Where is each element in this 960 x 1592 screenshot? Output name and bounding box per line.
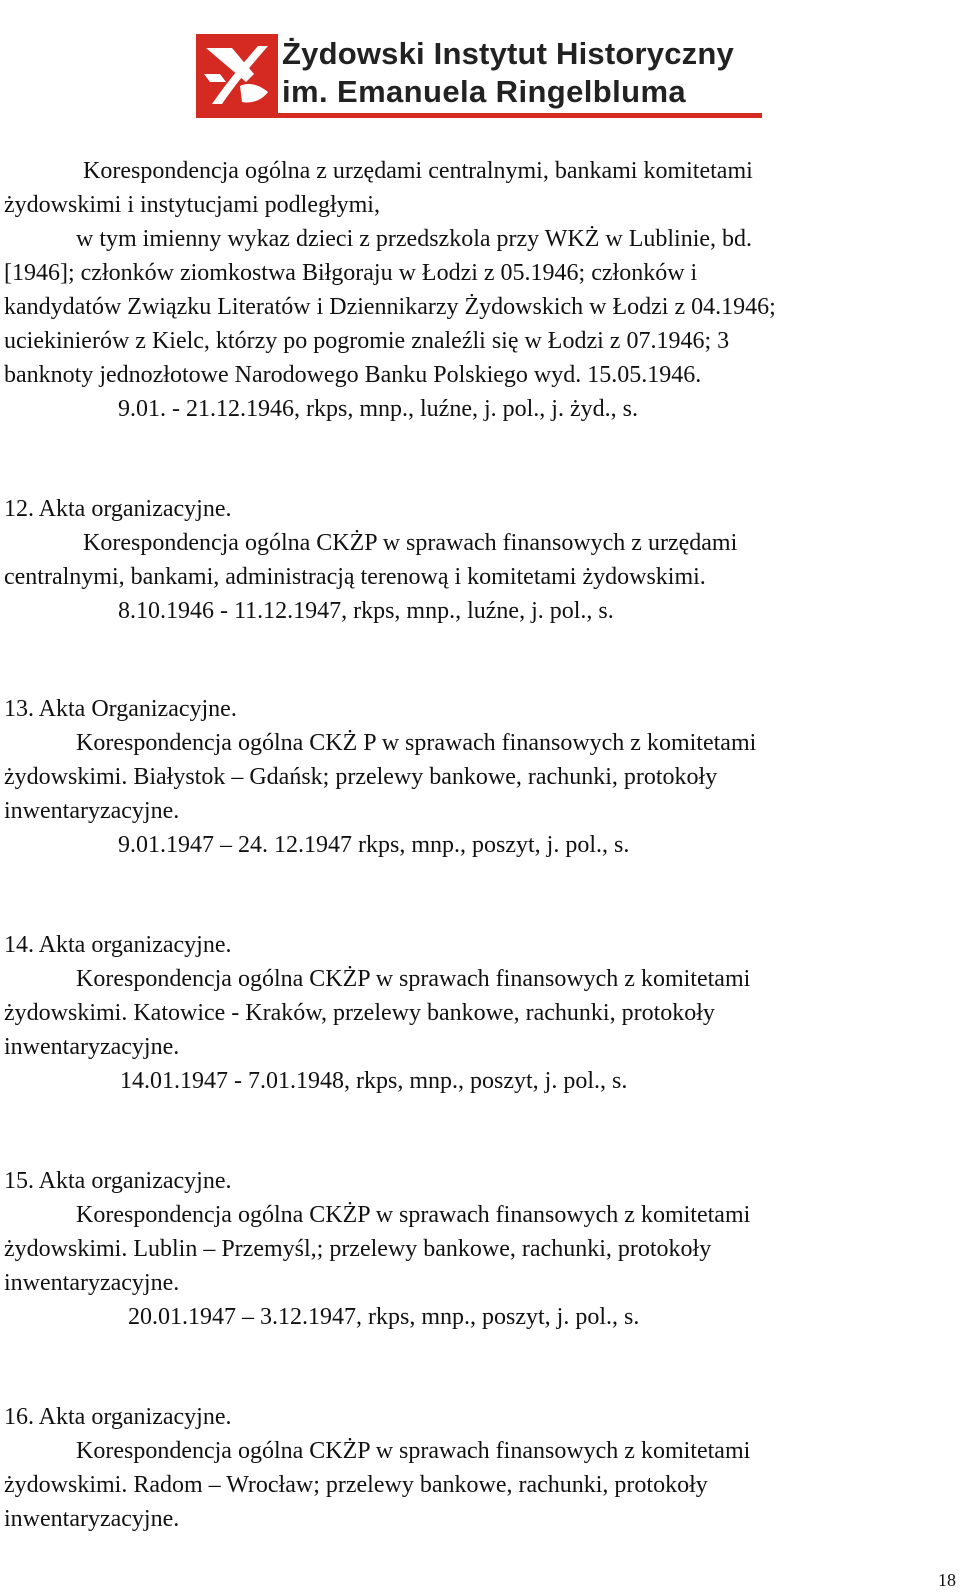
entry-dates: 9.01.1947 – 24. 12.1947 rkps, mnp., poszyt, j. pol., s. <box>118 832 630 858</box>
entry-text-line: uciekinierów z Kielc, którzy po pogromie znaleźli się w Łodzi z 07.1946; 3 <box>4 328 730 354</box>
entry-heading: 13. Akta Organizacyjne. <box>4 696 237 722</box>
entry-dates: 9.01. - 21.12.1946, rkps, mnp., luźne, j. pol., j. żyd., s. <box>118 396 638 422</box>
institute-header <box>196 34 766 120</box>
entry-text-line: kandydatów Związku Literatów i Dziennikarzy Żydowskich w Łodzi z 04.1946; <box>4 294 776 320</box>
entry-text-line: Korespondencja ogólna CKŻP w sprawach finansowych z komitetami <box>76 1438 751 1464</box>
entry-heading: 16. Akta organizacyjne. <box>4 1404 232 1430</box>
entry-text-line: Korespondencja ogólna CKŻ P w sprawach finansowych z komitetami <box>76 730 757 756</box>
entry-text-line: żydowskimi. Lublin – Przemyśl,; przelewy bankowe, rachunki, protokoły <box>4 1236 712 1262</box>
entry-text-line: żydowskimi. Katowice - Kraków, przelewy bankowe, rachunki, protokoły <box>4 1000 715 1026</box>
entry-text-line: banknoty jednozłotowe Narodowego Banku Polskiego wyd. 15.05.1946. <box>4 362 702 388</box>
page-number: 18 <box>938 1570 956 1590</box>
entry-heading: 14. Akta organizacyjne. <box>4 932 232 958</box>
entry-text-line: [1946]; członków ziomkostwa Biłgoraju w Łodzi z 05.1946; członków i <box>4 260 698 286</box>
entry-text-line: inwentaryzacyjne. <box>4 1270 180 1296</box>
header-rule <box>196 113 762 118</box>
zih-logo-icon <box>196 34 278 116</box>
entry-heading: 15. Akta organizacyjne. <box>4 1168 232 1194</box>
entry-text-line: inwentaryzacyjne. <box>4 1034 180 1060</box>
entry-text-line: żydowskimi. Białystok – Gdańsk; przelewy bankowe, rachunki, protokoły <box>4 764 718 790</box>
entry-text-line: żydowskimi i instytucjami podległymi, <box>4 192 380 218</box>
entry-text-line: Korespondencja ogólna CKŻP w sprawach finansowych z komitetami <box>76 966 751 992</box>
entry-text-line: Korespondencja ogólna CKŻP w sprawach finansowych z komitetami <box>76 1202 751 1228</box>
entry-dates: 14.01.1947 - 7.01.1948, rkps, mnp., poszyt, j. pol., s. <box>120 1068 628 1094</box>
entry-text-line: Korespondencja ogólna z urzędami centralnymi, bankami komitetami <box>83 158 753 184</box>
entry-text-line: Korespondencja ogólna CKŻP w sprawach finansowych z urzędami <box>83 530 738 556</box>
entry-text-line: inwentaryzacyjne. <box>4 798 180 824</box>
institute-name: Żydowski Instytut Historyczny <box>282 36 734 71</box>
entry-heading: 12. Akta organizacyjne. <box>4 496 232 522</box>
entry-text-line: żydowskimi. Radom – Wrocław; przelewy bankowe, rachunki, protokoły <box>4 1472 708 1498</box>
entry-dates: 20.01.1947 – 3.12.1947, rkps, mnp., poszyt, j. pol., s. <box>128 1304 640 1330</box>
entry-text-line: centralnymi, bankami, administracją terenową i komitetami żydowskimi. <box>4 564 706 590</box>
entry-text-line: inwentaryzacyjne. <box>4 1506 180 1532</box>
entry-dates: 8.10.1946 - 11.12.1947, rkps, mnp., luźne, j. pol., s. <box>118 598 614 624</box>
entry-text-line: w tym imienny wykaz dzieci z przedszkola przy WKŻ w Lublinie, bd. <box>76 226 753 252</box>
institute-subtitle: im. Emanuela Ringelbluma <box>282 74 687 109</box>
